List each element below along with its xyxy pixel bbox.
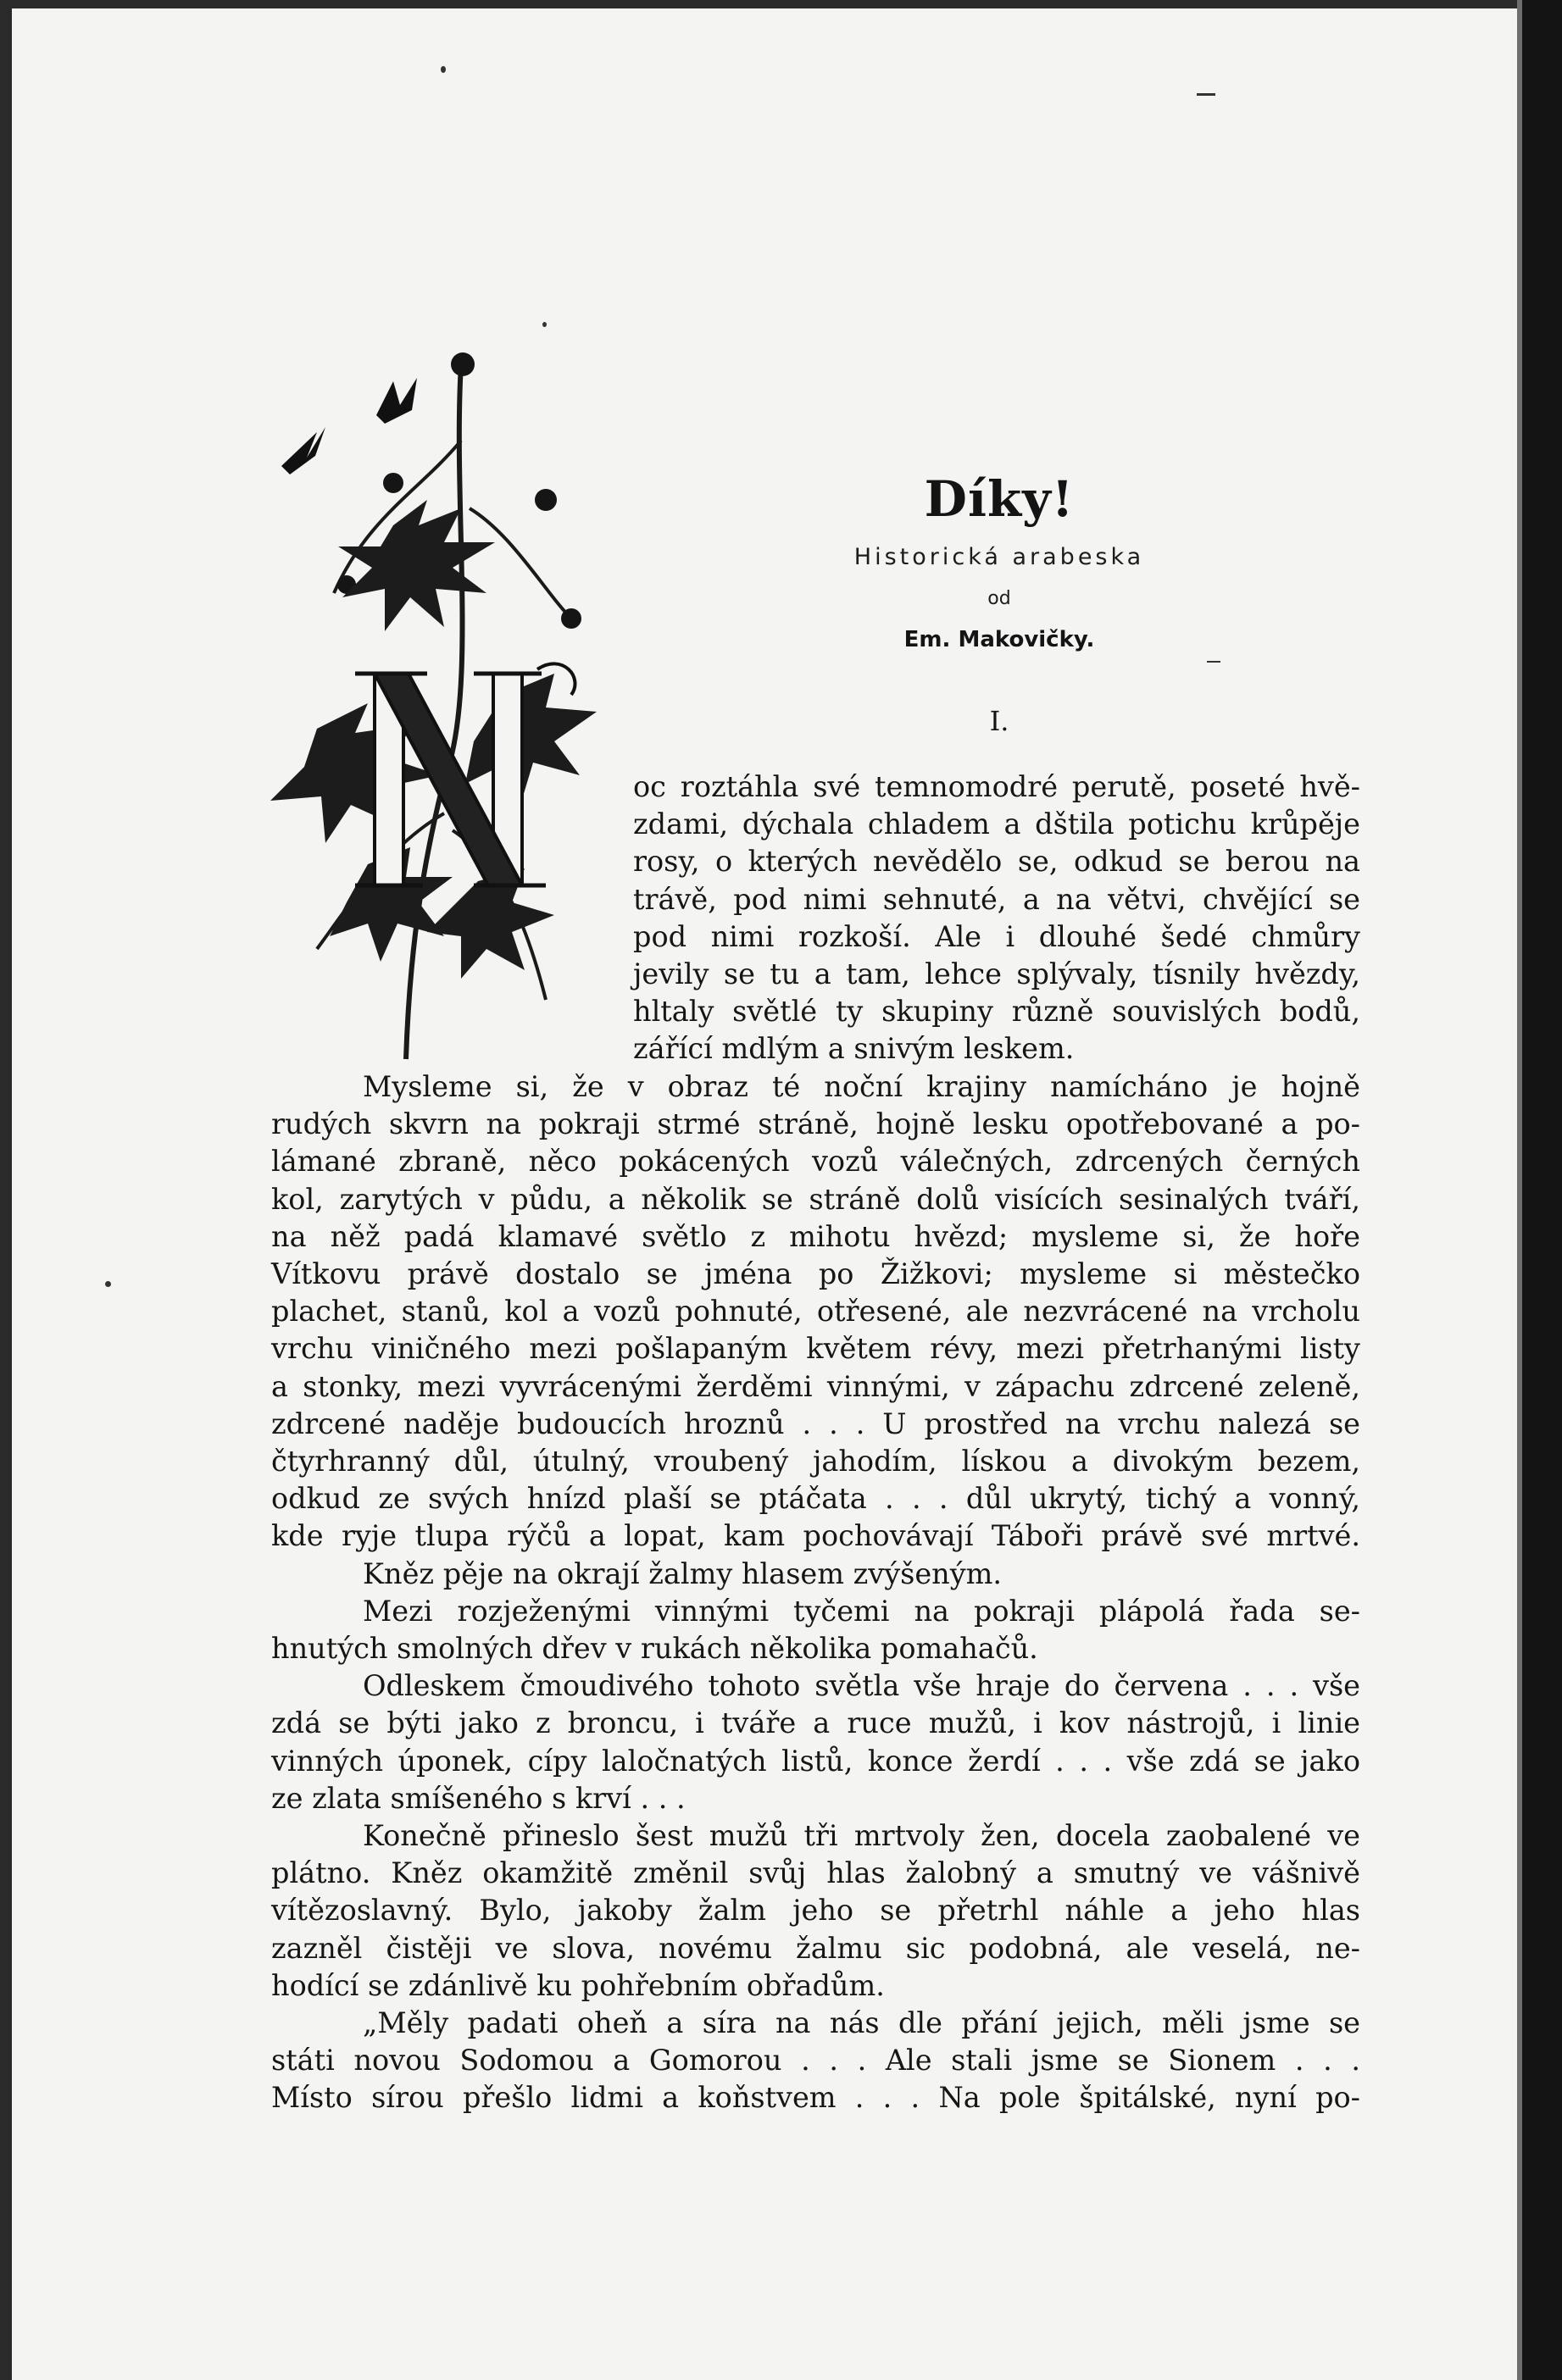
text-line: plátno. Kněz okamžitě změnil svůj hlas žalobný a smutný ve vášnivě — [271, 1856, 1360, 1890]
article-subtitle: Historická arabeska — [853, 544, 1145, 570]
scan-edge-top — [12, 0, 1529, 8]
author-name: Em. Makovičky. — [903, 627, 1095, 652]
text-line: vinných úponek, cípy laločnatých listů, konce žerdí . . . vše zdá se jako — [271, 1744, 1360, 1778]
text-line: hnutých smolných dřev v rukách několika pomahačů. — [271, 1632, 1038, 1666]
text-line: a stonky, mezi vyvrácenými žerděmi vinnými, v zápachu zdrcené zeleně, — [271, 1369, 1360, 1403]
text-line: kde ryje tlupa rýčů a lopat, kam pochovávají Táboři právě své mrtvé. — [271, 1519, 1360, 1553]
text-line: plachet, stanů, kol a vozů pohnuté, otřesené, ale nezvrácené na vrcholu — [271, 1295, 1360, 1329]
body-text — [271, 1068, 1360, 2117]
text-line: „Měly padati oheň a síra na nás dle přání jejich, měli jsme se — [363, 2006, 1360, 2040]
byline-preposition: od — [987, 588, 1011, 609]
scan-speck — [542, 322, 547, 327]
thistle-drop-cap-ornament — [266, 339, 639, 1076]
text-line: Mysleme si, že v obraz té noční krajiny namícháno je hojně — [363, 1070, 1360, 1103]
text-line: Odleskem čmoudivého tohoto světla vše hraje do červena . . . vše — [363, 1669, 1360, 1703]
text-line: kol, zarytých v půdu, a několik se stráně dolů visících sesinalých tváří, — [271, 1182, 1360, 1216]
text-line: čtyrhranný důl, útulný, vroubený jahodím, lískou a divokým bezem, — [271, 1445, 1360, 1478]
text-line: hodící se zdánlivě ku pohřebním obřadům. — [271, 1968, 885, 2002]
text-line: na něž padá klamavé světlo z mihotu hvězd; mysleme si, že hoře — [271, 1219, 1360, 1253]
first-paragraph — [633, 768, 1360, 1068]
text-line: vrchu viničného mezi pošlapaným květem révy, mezi přetrhanými listy — [271, 1332, 1360, 1366]
text-line: trávě, pod nimi sehnuté, a na větvi, chvějící se — [633, 882, 1360, 916]
text-line: zářící mdlým a snivým leskem. — [633, 1032, 1075, 1066]
scan-edge-right — [1517, 0, 1562, 2380]
text-line: Mezi rozježenými vinnými tyčemi na pokraji plápolá řada se- — [363, 1594, 1360, 1628]
text-line: pod nimi rozkoší. Ale i dlouhé šedé chmůry — [633, 919, 1360, 953]
scan-speck — [1207, 661, 1220, 663]
text-line: odkud ze svých hnízd plaší se ptáčata . . . důl ukrytý, tichý a vonný, — [271, 1482, 1360, 1516]
butterfly-icon — [281, 427, 325, 474]
scan-speck — [441, 66, 446, 73]
text-line: státi novou Sodomou a Gomorou . . . Ale stali jsme se Sionem . . . — [271, 2044, 1360, 2078]
article-title: Díky! — [924, 470, 1075, 528]
text-line: ze zlata smíšeného s krví . . . — [271, 1781, 686, 1815]
text-line: jevily se tu a tam, lehce splývaly, tísnily hvězdy, — [633, 957, 1360, 991]
text-line: rudých skvrn na pokraji strmé stráně, hojně lesku opotřebované a po- — [271, 1107, 1360, 1141]
text-line: zdá se býti jako z broncu, i tváře a ruce mužů, i kov nástrojů, i linie — [271, 1706, 1360, 1740]
butterfly-icon — [376, 378, 417, 424]
text-line: zazněl čistěji ve slova, novému žalmu sic podobná, ale veselá, ne- — [271, 1931, 1360, 1965]
text-line: vítězoslavný. Bylo, jakoby žalm jeho se přetrhl náhle a jeho hlas — [271, 1894, 1360, 1928]
scan-speck — [105, 1281, 111, 1287]
text-line: lámané zbraně, něco pokácených vozů válečných, zdrcených černých — [271, 1145, 1360, 1179]
text-line: Vítkovu právě dostalo se jména po Žižkovi; mysleme si městečko — [271, 1257, 1360, 1291]
text-line: zdami, dýchala chladem a dštila potichu krůpěje — [633, 807, 1360, 841]
text-line: Místo sírou přešlo lidmi a koňstvem . . . Na pole špitálské, nyní po- — [271, 2081, 1360, 2115]
text-line: oc roztáhla své temnomodré perutě, poseté hvě- — [633, 770, 1360, 803]
text-line: Kněz pěje na okrají žalmy hlasem zvýšeným. — [363, 1556, 1003, 1590]
text-line: zdrcené naděje budoucích hroznů . . . U prostřed na vrchu nalezá se — [271, 1406, 1360, 1440]
text-line: rosy, o kterých nevědělo se, odkud se berou na — [633, 845, 1360, 879]
chapter-number: I. — [989, 705, 1009, 737]
text-line: hltaly světlé ty skupiny různě souvislých bodů, — [633, 995, 1360, 1029]
text-line: Konečně přineslo šest mužů tři mrtvoly žen, docela zaobalené ve — [363, 1819, 1360, 1853]
scan-speck — [1197, 93, 1215, 96]
